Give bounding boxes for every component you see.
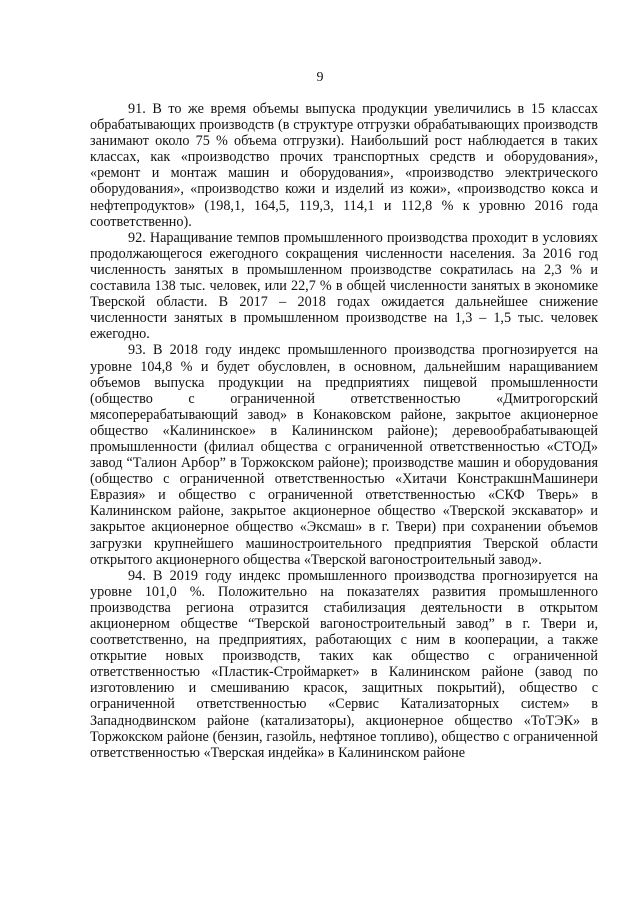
paragraph-91: 91. В то же время объемы выпуска продукции увеличились в 15 классах обрабатывающих производств (в структуре отгрузки обрабатывающих производств занимают около 75 % объема отгрузки). Наибольший рост наблюдается в таких классах, как «производство прочих транспортных средств и оборудования», «ремонт и монтаж машин и оборудования», «производство электрического оборудования», «производство кожи и изделий из кожи», «производство кокса и нефтепродуктов» (198,1, 164,5, 119,3, 114,1 и 112,8 % к уровню 2016 года соответственно). bbox=[90, 101, 598, 230]
document-body bbox=[90, 101, 598, 761]
paragraph-94: 94. В 2019 году индекс промышленного производства прогнозируется на уровне 101,0 %. Положительно на показателях развития промышленного производства региона отразится стабилизация деятельности в открытом акционерном обществе “Тверской вагоностроительный завод” в г. Твери и, соответственно, на предприятиях, работающих с ним в кооперации, а также открытие новых производств, таких как общество с ограниченной ответственностью «Пластик-Строймаркет» в Калининском районе (завод по изготовлению и смешиванию красок, защитных покрытий), общество с ограниченной ответственностью «Сервис Катализаторных систем» в Западнодвинском районе (катализаторы), акционерное общество «ТоТЭК» в Торжокском районе (бензин, газойль, нефтяное топливо), общество с ограниченной ответственностью «Тверская индейка» в Калининском районе bbox=[90, 567, 598, 761]
paragraph-93: 93. В 2018 году индекс промышленного производства прогнозируется на уровне 104,8 % и будет обусловлен, в основном, дальнейшим наращиванием объемов выпуска продукции на предприятиях пищевой промышленности (общество с ограниченной ответственностью «Дмитрогорский мясоперерабатывающий завод» в Конаковском районе, закрытое акционерное общество «Калининское» в Калининском районе); деревообрабатывающей промышленности (филиал общества с ограниченной ответственностью «СТОД» завод “Талион Арбор” в Торжокском районе); производстве машин и оборудования (общество с ограниченной ответственностью «Хитачи КонстракшнМашинери Евразия» и общество с ограниченной ответственностью «СКФ Тверь» в Калининском районе, закрытое акционерное общество «Тверской экскаватор» и закрытое акционерное общество «Эксмаш» в г. Твери) при сохранении объемов загрузки крупнейшего машиностроительного предприятия Тверской области открытого акционерного общества «Тверской вагоностроительный завод». bbox=[90, 342, 598, 568]
page-number: 9 bbox=[316, 70, 324, 85]
paragraph-92: 92. Наращивание темпов промышленного производства проходит в условиях продолжающегося ежегодного сокращения численности населения. За 2016 год численность занятых в промышленном производстве сократилась на 2,3 % и составила 138 тыс. человек, или 22,7 % в общей численности занятых в экономике Тверской области. В 2017 – 2018 годах ожидается дальнейшее снижение численности занятых в промышленном производстве на 1,3 – 1,5 тыс. человек ежегодно. bbox=[90, 229, 598, 343]
